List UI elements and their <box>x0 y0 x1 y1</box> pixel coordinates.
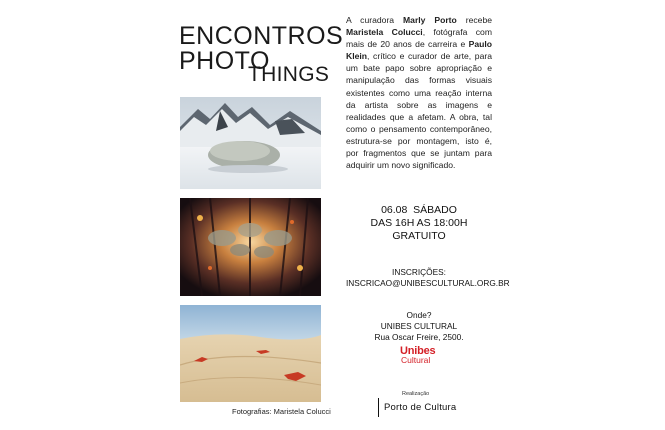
event-description <box>346 14 492 171</box>
desc-text-2: recebe <box>456 15 492 25</box>
location-block <box>346 310 492 343</box>
porto-de-cultura-logo: Porto de Cultura <box>378 398 456 417</box>
event-schedule <box>346 204 492 243</box>
desc-text-1: A curadora <box>346 15 403 25</box>
location-question: Onde? <box>406 310 432 320</box>
photo-snow-rock <box>180 97 321 189</box>
title-line-2: PHOTO <box>179 47 270 75</box>
signup-block <box>346 267 510 289</box>
desc-text-4: , crítico e curador de arte, para um bate papo sobre apropriação e manipulação das formas visuais existentes como uma reação interna da artista sobre as imagens e realidades que a afetam. A obra, tal como o pensamento contemporâneo, estrutura-se por montagem, isto é, por fragmentos que se juntam para adquirir um novo significado. <box>346 51 492 171</box>
signup-email[interactable]: INSCRICAO@UNIBESCULTURAL.ORG.BR <box>346 278 510 288</box>
photo-desert-dunes <box>180 305 321 402</box>
desc-text-3: , fotógrafa com mais de 20 anos de carreira e <box>346 27 492 50</box>
event-price: GRATUITO <box>392 230 446 242</box>
location-address: Rua Oscar Freire, 2500. <box>374 332 464 342</box>
curator-name: Marly Porto <box>403 15 457 25</box>
event-date: 06.08 SÁBADO <box>381 204 457 216</box>
event-time: DAS 16H AS 18:00H <box>370 217 468 229</box>
poster-title <box>179 22 344 86</box>
photo-credit: Fotografias: Maristela Colucci <box>232 407 331 416</box>
unibes-logo-line1: Unibes <box>400 345 436 357</box>
critic-name: Paulo Klein <box>346 39 492 62</box>
location-venue: UNIBES CULTURAL <box>380 321 458 331</box>
signup-label: INSCRIÇÕES: <box>392 267 446 277</box>
title-line-3: THINGS <box>248 63 330 86</box>
realizacao-label: Realização <box>402 391 430 397</box>
photographer-name: Maristela Colucci <box>346 27 423 38</box>
photo-glowing-forest <box>180 198 321 296</box>
title-line-1: ENCONTROS <box>179 22 344 50</box>
unibes-cultural-logo <box>400 347 440 365</box>
unibes-logo-line2: Cultural <box>401 355 431 365</box>
